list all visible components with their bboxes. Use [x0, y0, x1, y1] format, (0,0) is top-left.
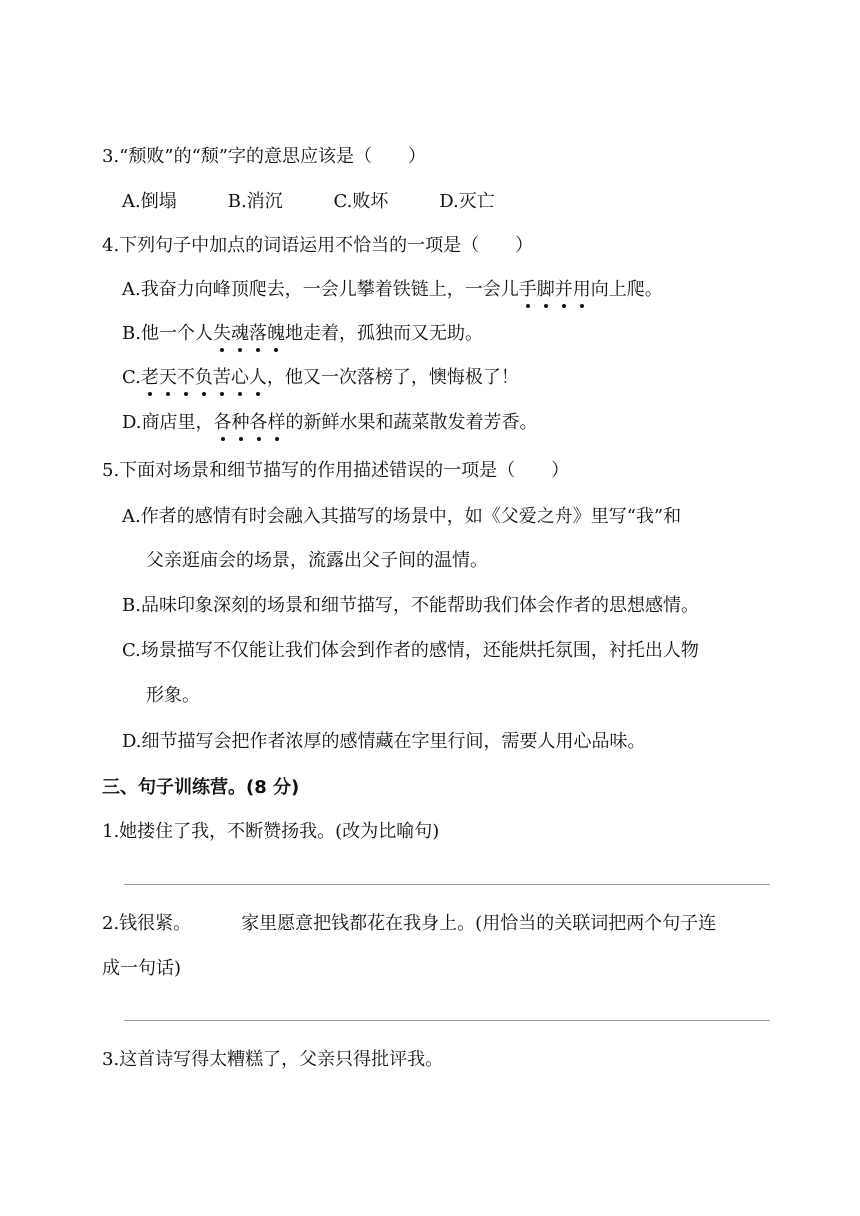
- s3-prompt: 3.这首诗写得太糟糕了，父亲只得批评我。: [102, 1049, 444, 1070]
- emphasis-dot-char: 手: [518, 279, 537, 300]
- q4-option-b[interactable]: [122, 322, 483, 346]
- q4-d-dotted-word: [214, 412, 286, 433]
- emphasis-dot-char: 用: [572, 279, 591, 300]
- q5-stem: 5.下面对场景和细节描写的作用描述错误的一项是（ ）: [102, 460, 570, 481]
- q3-option-b[interactable]: B.消沉: [227, 191, 283, 212]
- q3-stem: 3.“颓败”的“颓”字的意思应该是（ ）: [102, 146, 426, 167]
- q4-stem: 4.下列句子中加点的词语运用不恰当的一项是（ ）: [102, 235, 534, 256]
- emphasis-dot-char: 负: [194, 367, 213, 388]
- q4-c-text-end: ，他又一次落榜了，懊悔极了！: [266, 367, 519, 388]
- s2-part1: 2.钱很紧。: [102, 913, 192, 934]
- s1-prompt: 1.她搂住了我，不断赞扬我。(改为比喻句): [102, 821, 440, 842]
- s1-answer-line[interactable]: [124, 884, 770, 885]
- q4-b-text: B.他一个人: [122, 323, 213, 344]
- q5-option-d[interactable]: D.细节描写会把作者浓厚的感情藏在字里行间，需要人用心品味。: [122, 731, 646, 752]
- q4-d-text-end: 的新鲜水果和蔬菜散发着芳香。: [285, 412, 538, 433]
- emphasis-dot-char: 落: [248, 323, 267, 344]
- q5-option-a-cont: 父亲逛庙会的场景，流露出父子间的温情。: [146, 550, 488, 571]
- emphasis-dot-char: 苦: [212, 367, 231, 388]
- emphasis-dot-char: 天: [158, 367, 177, 388]
- q5-option-c[interactable]: C.场景描写不仅能让我们体会到作者的感情，还能烘托氛围，衬托出人物: [122, 640, 699, 661]
- q3-options: [122, 190, 495, 214]
- q3-option-d[interactable]: D.灭亡: [439, 191, 495, 212]
- q4-option-c[interactable]: [122, 366, 519, 390]
- emphasis-dot-char: 不: [176, 367, 195, 388]
- q4-a-dotted-word: [519, 279, 591, 300]
- section-heading: 三、句子训练营。(8 分): [102, 777, 300, 798]
- q5-option-c-cont: 形象。: [146, 685, 200, 706]
- s2-prompt-cont: 成一句话): [102, 958, 182, 979]
- s2-prompt: [102, 912, 716, 936]
- emphasis-dot-char: 心: [230, 367, 249, 388]
- emphasis-dot-char: 老: [140, 367, 159, 388]
- emphasis-dot-char: 样: [267, 412, 286, 433]
- q4-d-text: D.商店里，: [122, 412, 214, 433]
- emphasis-dot-char: 脚: [536, 279, 555, 300]
- emphasis-dot-char: 魂: [230, 323, 249, 344]
- q4-c-text: C.: [122, 367, 141, 388]
- s2-part2: 家里愿意把钱都花在我身上。(用恰当的关联词把两个句子连: [241, 913, 717, 934]
- emphasis-dot-char: 种: [231, 412, 250, 433]
- q4-b-text-end: 地走着，孤独而又无助。: [284, 323, 483, 344]
- q3-option-a[interactable]: A.倒塌: [122, 191, 177, 212]
- emphasis-dot-char: 魄: [266, 323, 285, 344]
- q4-b-dotted-word: [213, 323, 285, 344]
- q4-option-d[interactable]: [122, 411, 538, 435]
- s2-answer-line[interactable]: [124, 1020, 770, 1021]
- q5-option-b[interactable]: B.品味印象深刻的场景和细节描写，不能帮助我们体会作者的思想感情。: [122, 595, 699, 616]
- emphasis-dot-char: 各: [249, 412, 268, 433]
- emphasis-dot-char: 失: [212, 323, 231, 344]
- q4-c-dotted-word: [141, 367, 267, 388]
- q3-option-c[interactable]: C.败坏: [333, 191, 389, 212]
- q4-a-text: A.我奋力向峰顶爬去，一会儿攀着铁链上，一会儿: [122, 279, 519, 300]
- emphasis-dot-char: 人: [248, 367, 267, 388]
- q4-option-a[interactable]: [122, 278, 663, 302]
- emphasis-dot-char: 各: [213, 412, 232, 433]
- q5-option-a[interactable]: A.作者的感情有时会融入其描写的场景中，如《父爱之舟》里写“我”和: [122, 506, 682, 527]
- q4-a-text-end: 向上爬。: [590, 279, 663, 300]
- emphasis-dot-char: 并: [554, 279, 573, 300]
